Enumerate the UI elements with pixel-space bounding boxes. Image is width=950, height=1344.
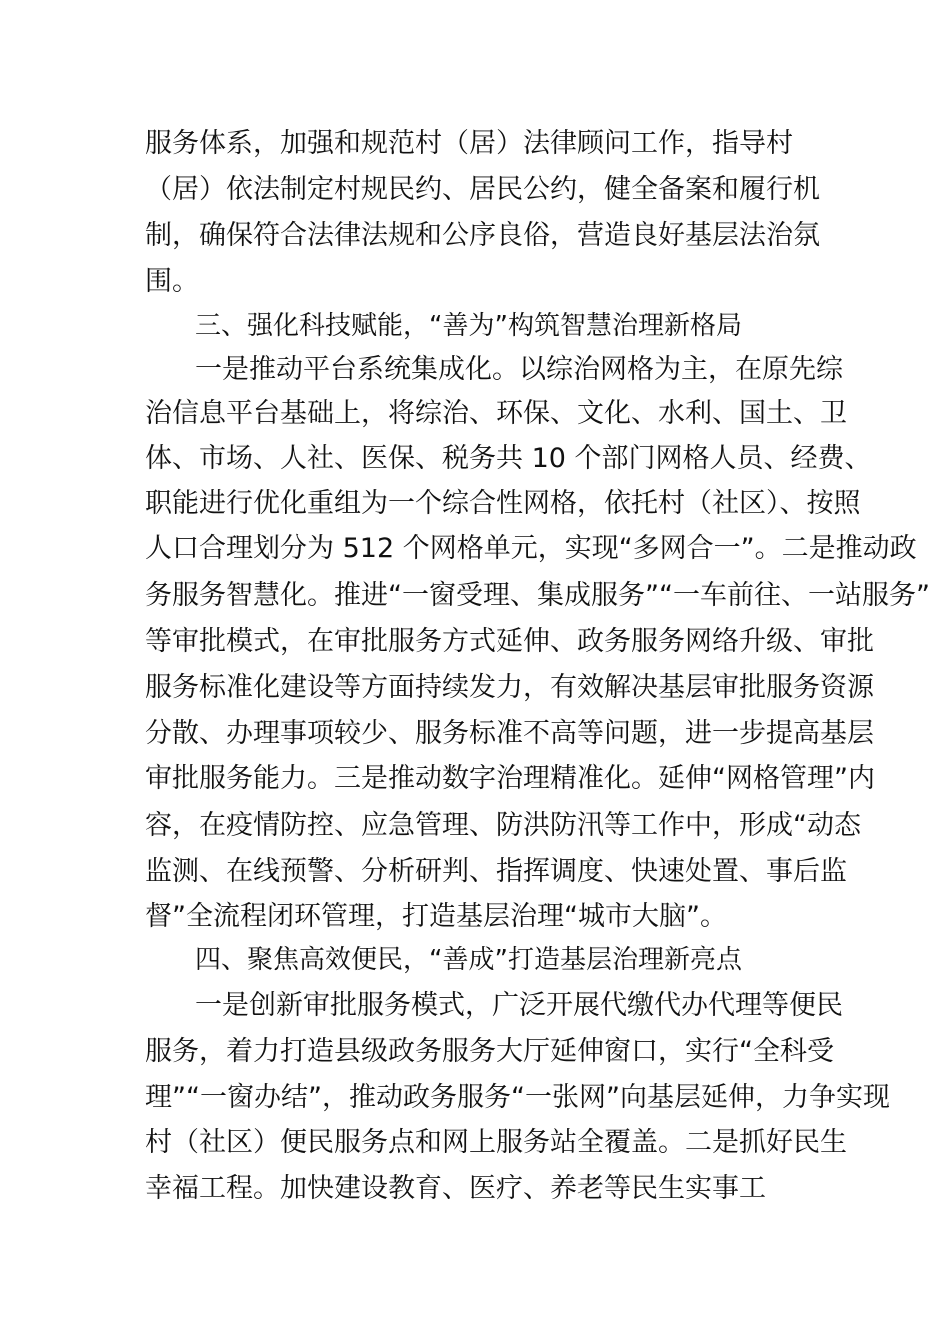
text-line: 一是推动平台系统集成化。以综治网格为主，在原先综 <box>195 354 843 385</box>
text-line: 分散、办理事项较少、服务标准不高等问题，进一步提高基层 <box>145 718 874 749</box>
text-line: 审批服务能力。三是推动数字治理精准化。延伸“网格管理”内 <box>145 763 875 794</box>
text-line: 人口合理划分为 512 个网格单元，实现“多网合一”。二是推动政 <box>145 533 917 564</box>
text-line: 围。 <box>145 266 199 297</box>
text-line: 体、市场、人社、医保、税务共 10 个部门网格人员、经费、 <box>145 443 872 474</box>
text-line: 服务标准化建设等方面持续发力，有效解决基层审批服务资源 <box>145 672 874 703</box>
text-line: 服务体系，加强和规范村（居）法律顾问工作，指导村 <box>145 128 793 159</box>
text-line: 制，确保符合法律法规和公序良俗，营造良好基层法治氛 <box>145 220 820 251</box>
section-heading: 三、强化科技赋能，“善为”构筑智慧治理新格局 <box>195 311 742 341</box>
text-line: 村（社区）便民服务点和网上服务站全覆盖。二是抓好民生 <box>145 1127 847 1158</box>
text-line: 容，在疫情防控、应急管理、防洪防汛等工作中，形成“动态 <box>145 810 861 841</box>
text-line: 监测、在线预警、分析研判、指挥调度、快速处置、事后监 <box>145 856 847 887</box>
text-line: 等审批模式，在审批服务方式延伸、政务服务网络升级、审批 <box>145 626 874 657</box>
text-line: （居）依法制定村规民约、居民公约，健全备案和履行机 <box>145 174 820 205</box>
text-line: 职能进行优化重组为一个综合性网格，依托村（社区）、按照 <box>145 488 861 519</box>
text-line: 一是创新审批服务模式，广泛开展代缴代办代理等便民 <box>195 990 843 1021</box>
text-line: 督”全流程闭环管理，打造基层治理“城市大脑”。 <box>145 901 727 932</box>
text-line: 治信息平台基础上，将综治、环保、文化、水利、国土、卫 <box>145 398 847 429</box>
text-line: 服务，着力打造县级政务服务大厅延伸窗口，实行“全科受 <box>145 1036 834 1067</box>
text-line: 务服务智慧化。推进“一窗受理、集成服务”“一车前往、一站服务” <box>145 580 930 611</box>
text-line: 幸福工程。加快建设教育、医疗、养老等民生实事工 <box>145 1173 766 1204</box>
text-line: 理”“一窗办结”，推动政务服务“一张网”向基层延伸，力争实现 <box>145 1082 890 1113</box>
section-heading: 四、聚焦高效便民，“善成”打造基层治理新亮点 <box>195 945 742 975</box>
